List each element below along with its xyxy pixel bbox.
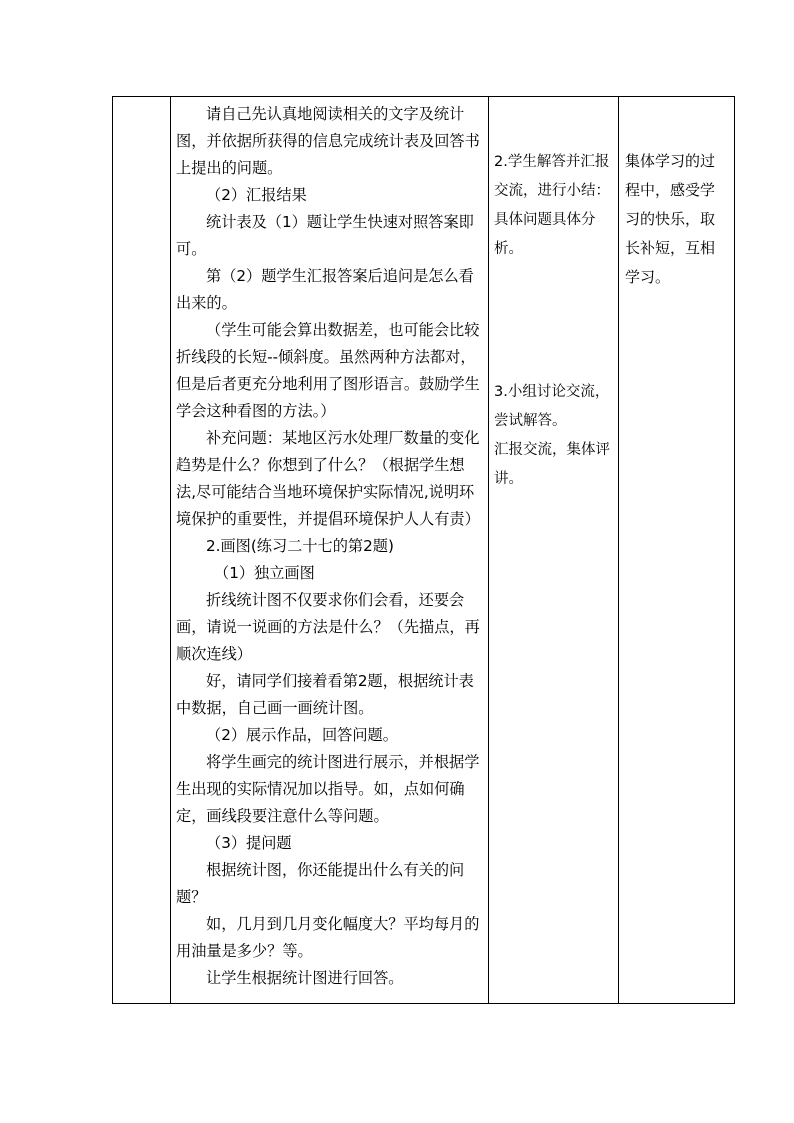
paragraph: 好，请同学们接着看第2题，根据统计表中数据，自己画一画统计图。: [176, 672, 474, 717]
paragraph: （3）提问题: [206, 834, 292, 852]
table-row: [113, 97, 735, 1004]
student-activity-item-3-followup: 汇报交流，集体评讲。: [494, 442, 610, 487]
paragraph: 让学生根据统计图进行回答。: [206, 969, 404, 987]
student-activity-item-2: 2.学生解答并汇报交流，进行小结：具体问题具体分析。: [494, 154, 610, 257]
paragraph: 统计表及（1）题让学生快速对照答案即可。: [176, 213, 474, 258]
paragraph: 补充问题：某地区污水处理厂数量的变化趋势是什么？你想到了什么？（根据学生想法,尽可能结合当地环境保护实际情况,说明环境保护的重要性，并提倡环境保护人人有责）: [176, 429, 480, 528]
teacher-activity-cell: [171, 97, 489, 1004]
paragraph: 如，几月到几月变化幅度大？平均每月的用油量是多少？等。: [176, 915, 480, 960]
stage-column-cell: [113, 97, 171, 1004]
design-intent-cell: [619, 97, 735, 1004]
student-activity-item-3: 3.小组讨论交流，尝试解答。: [494, 384, 610, 429]
design-intent-text: 集体学习的过程中，感受学习的快乐，取长补短，互相学习。: [625, 152, 716, 286]
paragraph: 将学生画完的统计图进行展示，并根据学生出现的实际情况加以指导。如，点如何确定，画线段要注意什么等问题。: [176, 753, 480, 825]
paragraph: （2）汇报结果: [206, 186, 307, 204]
paragraph: 第（2）题学生汇报答案后追问是怎么看出来的。: [176, 267, 474, 312]
paragraph: （学生可能会算出数据差，也可能会比较折线段的长短--倾斜度。虽然两种方法都对，但是后者更充分地利用了图形语言。鼓励学生学会这种看图的方法。）: [176, 321, 480, 420]
paragraph: （2）展示作品，回答问题。: [206, 726, 398, 744]
lesson-plan-table: [112, 96, 735, 1004]
paragraph: 根据统计图，你还能提出什么有关的问题？: [176, 861, 465, 906]
paragraph: 2.画图(练习二十七的第2题): [206, 537, 394, 555]
student-activity-cell: [489, 97, 619, 1004]
paragraph: （1）独立画图: [214, 564, 315, 582]
paragraph: 折线统计图不仅要求你们会看，还要会画，请说一说画的方法是什么？（先描点，再顺次连线）: [176, 591, 480, 663]
paragraph: 请自己先认真地阅读相关的文字及统计图，并依据所获得的信息完成统计表及回答书上提出的问题。: [176, 105, 480, 177]
